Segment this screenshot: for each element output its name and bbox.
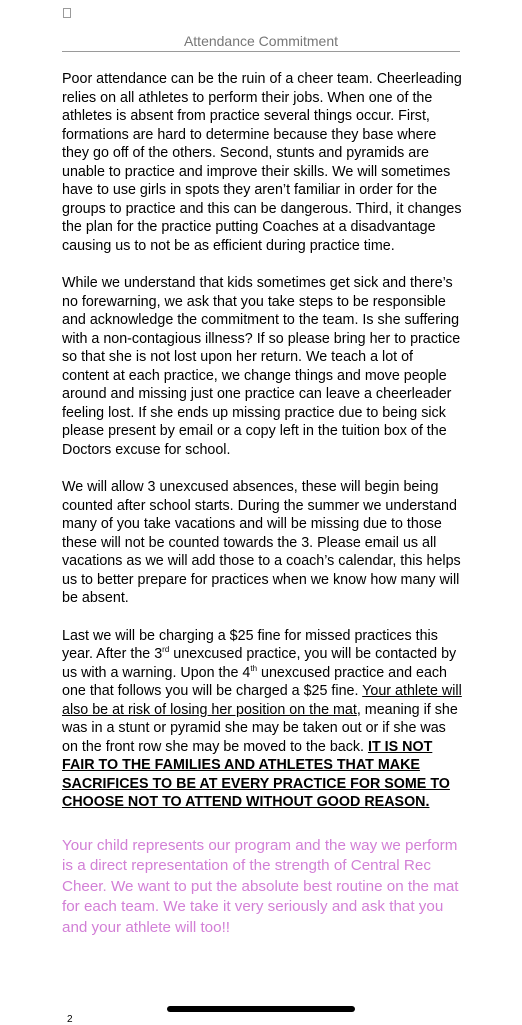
paragraph-fines — [62, 627, 462, 812]
fine-sup-th: th — [250, 663, 258, 673]
fine-text-b: unexcused practice, you will be contacted by us with a warning. Upon the 4 — [62, 646, 457, 681]
fine-underlined-warning: Your athlete will also be at risk of losing her position on the mat — [62, 683, 462, 718]
paragraph-illness-policy: While we understand that kids sometimes get sick and there’s no forewarning, we ask that you take steps to be responsible and acknowledge the commitment to the team. Is she suffering with a non-contagious illness? If so please bring her to practice so that she is not lost upon her return. We teach a lot of content at each practice, we change things and move people around and missing just one practice can leave a cheerleader feeling lost. If she ends up missing practice due to being sick please present by email or a copy left in the tuition box of the Doctors excuse for school. — [62, 275, 461, 458]
home-indicator-bar[interactable] — [167, 1006, 355, 1012]
header-divider — [62, 51, 460, 52]
paragraph-unexcused-absences: We will allow 3 unexcused absences, these will begin being counted after school starts. During the summer we understand many of you take vacations and will be missing due to those these will not be counted towards the 3. Please email us all vacations as we will add those to a coach’s calendar, this helps us to better prepare for practices when we know how many will be absent. — [62, 479, 461, 606]
paragraph-attendance-importance: Poor attendance can be the ruin of a cheer team. Cheerleading relies on all athletes to perform their jobs. When one of the athletes is absent from practice several things occur. First, formations are hard to determine because they base where they go off of the others. Second, stunts and pyramids are unable to practice and improve their skills. We will sometimes have to use girls in spots they aren’t familiar in order for the groups to practice and this can be dangerous. Third, it changes the plan for the practice putting Coaches at a disadvantage causing us to not be as efficient during practice time. — [62, 71, 462, 254]
page-number: 2 — [67, 1014, 73, 1025]
paragraph-program-representation: Your child represents our program and the way we perform is a direct representation of the strength of Central Rec Cheer. We want to put the absolute best routine on the mat for each team. We take it very seriously and ask that you and your athlete will too!! — [62, 836, 459, 936]
checkbox-icon — [63, 8, 71, 18]
fine-sup-rd: rd — [162, 645, 170, 655]
fine-text-a: Last we will be charging a $25 fine for missed practices this year. After the 3 — [62, 627, 438, 662]
fine-text-d: , meaning if she was in a stunt or pyramid she may be taken out or if she was on the front row she may be moved to the back. — [62, 701, 458, 755]
page-header-title: Attendance Commitment — [183, 33, 339, 49]
fine-text-c: unexcused practice and each one that follows you will be charged a $25 fine. — [62, 664, 447, 699]
document-body — [62, 70, 462, 957]
fine-emphasis-statement: IT IS NOT FAIR TO THE FAMILIES AND ATHLETES THAT MAKE SACRIFICES TO BE AT EVERY PRACTICE FOR SOME TO CHOOSE NOT TO ATTEND WITHOUT GOOD REASON. — [62, 738, 450, 810]
